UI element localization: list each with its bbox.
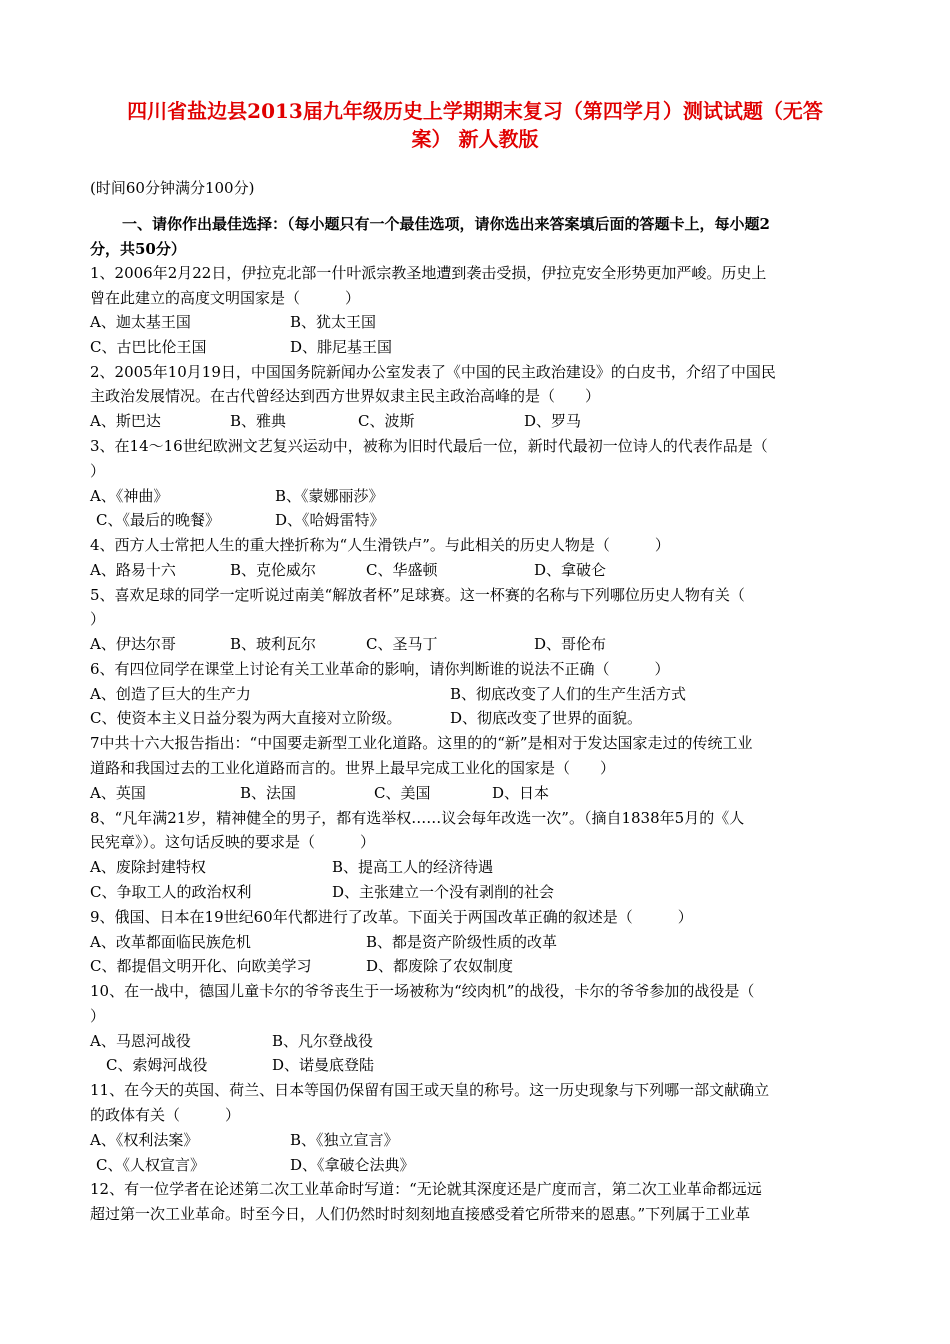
question-4-option-a: A、路易十六 [90,561,176,579]
question-11-option-d: D、《拿破仑法典》 [290,1156,415,1174]
question-4-option-c: C、华盛顿 [366,561,438,579]
question-5-option-a: A、伊达尔哥 [90,635,176,653]
question-1-line-1: 1、2006年2月22日，伊拉克北部一什叶派宗教圣地遭到袭击受损，伊拉克安全形势更加严峻。历史上 [90,264,767,282]
question-2-option-c: C、波斯 [358,412,415,430]
question-4-option-d: D、拿破仑 [534,561,607,579]
question-2-option-b: B、雅典 [230,412,287,430]
question-3-option-c: C、《最后的晚餐》 [96,511,220,529]
question-11-option-c: C、《人权宣言》 [96,1156,205,1174]
question-8-line-2: 民宪章》）。这句话反映的要求是（ ） [90,833,376,851]
question-9-option-d: D、都废除了农奴制度 [366,957,514,975]
question-7-option-a: A、英国 [90,784,146,802]
question-6-option-c: C、使资本主义日益分裂为两大直接对立阶级。 [90,709,402,727]
question-11-option-a: A、《权利法案》 [90,1131,199,1149]
question-7-option-d: D、日本 [492,784,550,802]
question-4-option-b: B、克伦威尔 [230,561,317,579]
question-10-option-c: C、索姆河战役 [106,1056,208,1074]
question-8-line-1: 8、“凡年满21岁，精神健全的男子，都有选举权……议会每年改选一次”。（摘自1838年5月的《人 [90,809,745,827]
question-6-option-d: D、彻底改变了世界的面貌。 [450,709,643,727]
question-3-option-a: A、《神曲》 [90,487,169,505]
question-4-line-1: 4、西方人士常把人生的重大挫折称为“人生滑铁卢”。与此相关的历史人物是（ ） [90,536,670,554]
question-1-option-b: B、犹太王国 [290,313,377,331]
question-5-line-1: 5、喜欢足球的同学一定听说过南美“解放者杯”足球赛。这一杯赛的名称与下列哪位历史人物有关（ [90,586,745,604]
question-5-option-d: D、哥伦布 [534,635,607,653]
question-8-option-c: C、争取工人的政治权利 [90,883,252,901]
question-8-option-b: B、提高工人的经济待遇 [332,858,494,876]
section-heading-line-1: 一、请你作出最佳选择：（每小题只有一个最佳选项，请你选出来答案填后面的答题卡上，每小题2 [122,215,770,233]
question-2-line-1: 2、2005年10月19日，中国国务院新闻办公室发表了《中国的民主政治建设》的白皮书，介绍了中国民 [90,363,776,381]
question-7-line-2: 道路和我国过去的工业化道路而言的。世界上最早完成工业化的国家是（ ） [90,759,616,777]
question-9-option-c: C、都提倡文明开化、向欧美学习 [90,957,312,975]
question-1-option-d: D、腓尼基王国 [290,338,393,356]
question-11-option-b: B、《独立宣言》 [290,1131,399,1149]
question-3-option-b: B、《蒙娜丽莎》 [275,487,384,505]
question-6-option-a: A、创造了巨大的生产力 [90,685,251,703]
question-6-option-b: B、彻底改变了人们的生产生活方式 [450,685,687,703]
question-7-line-1: 7中共十六大报告指出：“中国要走新型工业化道路。这里的的“新”是相对于发达国家走过的传统工业 [90,734,753,752]
question-8-option-a: A、废除封建特权 [90,858,206,876]
question-11-line-1: 11、在今天的英国、荷兰、日本等国仍保留有国王或天皇的称号。这一历史现象与下列哪一部文献确立 [90,1081,770,1099]
question-12-line-1: 12、有一位学者在论述第二次工业革命时写道：“无论就其深度还是广度而言，第二次工业革命都远远 [90,1180,762,1198]
question-10-option-a: A、马恩河战役 [90,1032,191,1050]
question-2-option-a: A、斯巴达 [90,412,161,430]
question-10-option-b: B、凡尔登战役 [272,1032,374,1050]
question-10-line-2: ） [90,1007,106,1025]
question-2-option-d: D、罗马 [524,412,582,430]
section-heading-line-2: 分，共50分） [90,240,186,258]
question-3-option-d: D、《哈姆雷特》 [275,511,385,529]
question-1-option-a: A、迦太基王国 [90,313,191,331]
question-10-option-d: D、诺曼底登陆 [272,1056,375,1074]
question-9-line-1: 9、俄国、日本在19世纪60年代都进行了改革。下面关于两国改革正确的叙述是（ ） [90,908,693,926]
question-1-line-2: 曾在此建立的高度文明国家是（ ） [90,289,361,307]
question-9-option-b: B、都是资产阶级性质的改革 [366,933,558,951]
exam-title [90,97,860,153]
question-8-option-d: D、主张建立一个没有剥削的社会 [332,883,555,901]
question-11-line-2: 的政体有关（ ） [90,1106,241,1124]
question-1-option-c: C、古巴比伦王国 [90,338,207,356]
title-line-2: 案） 新人教版 [411,127,539,151]
title-line-1: 四川省盐边县2013届九年级历史上学期期末复习（第四学月）测试试题（无答 [127,99,823,123]
question-3-line-2: ） [90,462,106,480]
question-9-option-a: A、改革都面临民族危机 [90,933,251,951]
question-3-line-1: 3、在14～16世纪欧洲文艺复兴运动中，被称为旧时代最后一位，新时代最初一位诗人的代表作品是（ [90,437,768,455]
question-10-line-1: 10、在一战中，德国儿童卡尔的爷爷丧生于一场被称为“绞肉机”的战役，卡尔的爷爷参加的战役是（ [90,982,755,1000]
question-5-option-c: C、圣马丁 [366,635,438,653]
question-5-line-2: ） [90,610,106,628]
question-7-option-b: B、法国 [240,784,297,802]
time-note: (时间60分钟满分100分) [90,179,255,197]
question-6-line-1: 6、有四位同学在课堂上讨论有关工业革命的影响，请你判断谁的说法不正确（ ） [90,660,670,678]
question-5-option-b: B、玻利瓦尔 [230,635,317,653]
question-12-line-2: 超过第一次工业革命。时至今日，人们仍然时时刻刻地直接感受着它所带来的恩惠。”下列属于工业革 [90,1205,751,1223]
question-7-option-c: C、美国 [374,784,431,802]
question-2-line-2: 主政治发展情况。在古代曾经达到西方世界奴隶主民主政治高峰的是（ ） [90,387,601,405]
